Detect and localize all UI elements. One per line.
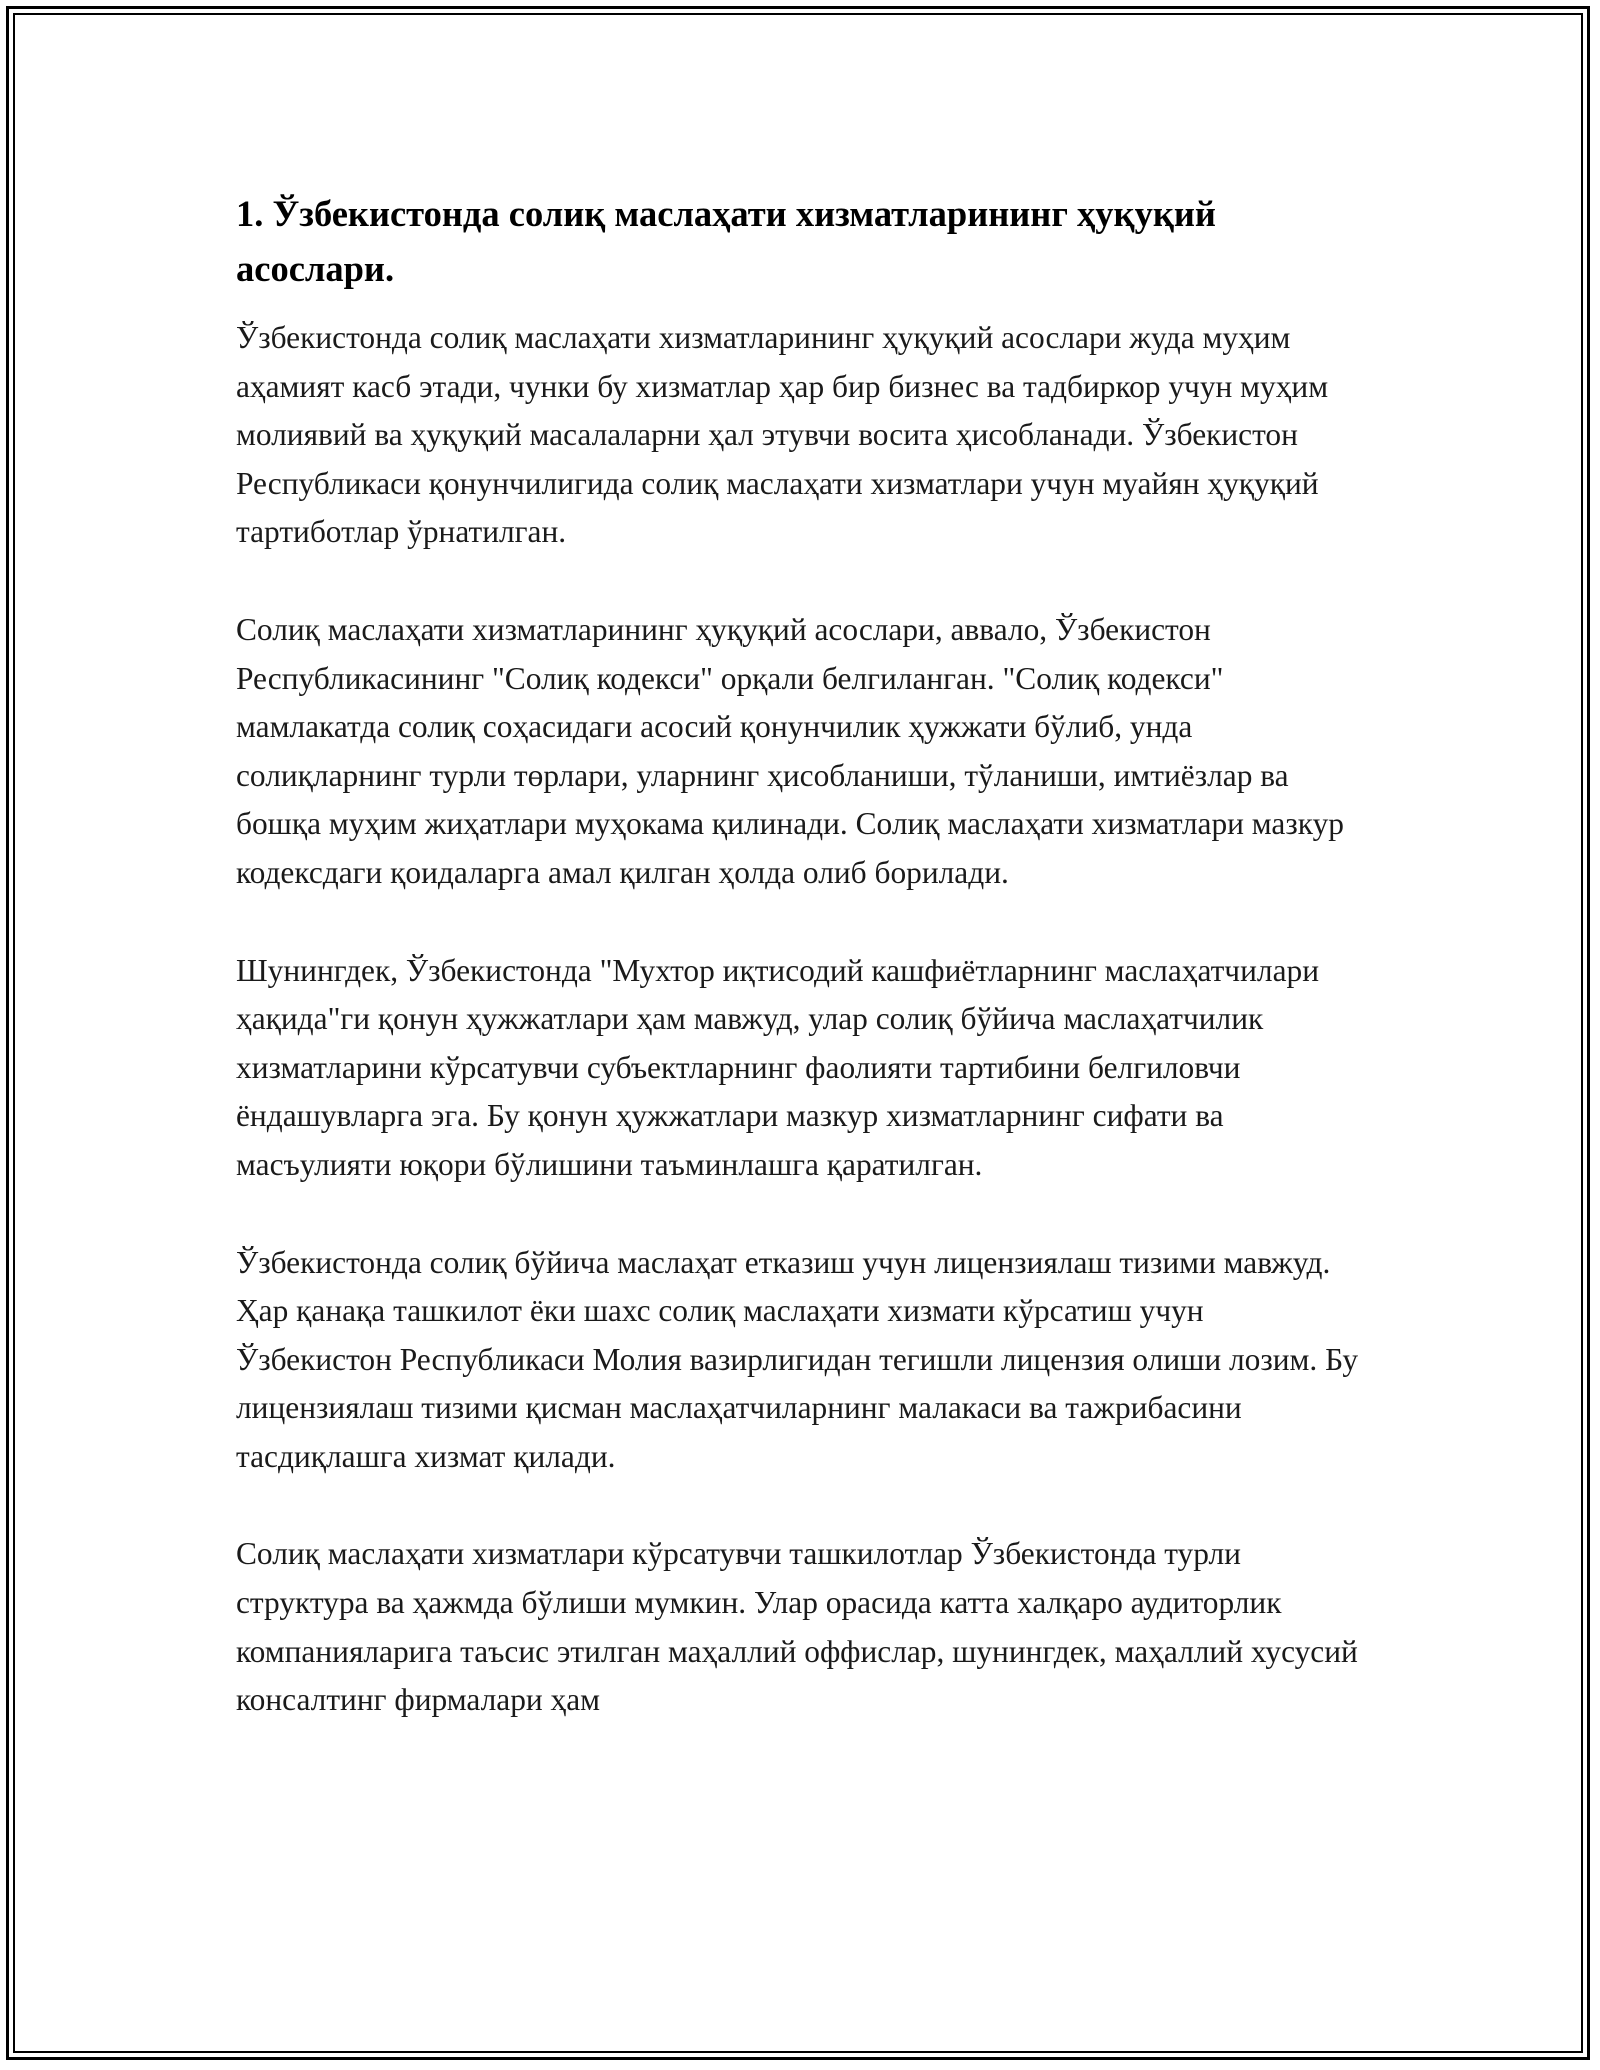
paragraph-licensing: Ўзбекистонда солиқ бўйича маслаҳат етказиш учун лицензиялаш тизими мавжуд. Ҳар қанақа ташкилот ёки шахс солиқ маслаҳати хизмати кўрсатиш учун Ўзбекистон Республикаси Молия вазирлигидан тегишли лицензия олиши лозим. Бу лицензиялаш тизими қисман маслаҳатчиларнинг малакаси ва тажрибасини тасдиқлашга хизмат қилади.	[236, 1244, 1359, 1474]
paragraph-consultants-law: Шунингдек, Ўзбекистонда "Мухтор иқтисодий кашфиётларнинг маслаҳатчилари ҳақида"ги қонун ҳужжатлари ҳам мавжуд, улар солиқ бўйича маслаҳатчилик хизматларини кўрсатувчи субъектларнинг фаолияти тартибини белгиловчи ёндашувларга эга. Бу қонун ҳужжатлари мазкур хизматларнинг сифати ва масъулияти юқори бўлишини таъминлашга қаратилган.	[236, 952, 1319, 1182]
paragraph-tax-code: Солиқ маслаҳати хизматларининг ҳуқуқий асослари, аввало, Ўзбекистон Республикасининг "Солиқ кодекси" орқали белгиланган. "Солиқ кодекси" мамлакатда солиқ соҳасидаги асосий қонунчилик ҳужжати бўлиб, унда солиқларнинг турли төрлари, уларнинг ҳисобланиши, тўланиши, имтиёзлар ва бошқа муҳим жиҳатлари муҳокама қилинади. Солиқ маслаҳати хизматлари мазкур кодексдаги қоидаларга амал қилган ҳолда олиб борилади.	[236, 611, 1344, 890]
section-heading: 1. Ўзбекистонда солиқ маслаҳати хизматларининг ҳуқуқий асослари.	[236, 193, 1216, 289]
paragraph-organizations: Солиқ маслаҳати хизматлари кўрсатувчи ташкилотлар Ўзбекистонда турли структура ва ҳажмда бўлиши мумкин. Улар орасида катта халқаро аудиторлик компанияларига таъсис этилган маҳаллий оффислар, шунингдек, маҳаллий хусусий консалтинг фирмалари ҳам	[236, 1536, 1358, 1718]
document-body	[236, 186, 1366, 1774]
paragraph-legal-basis-intro: Ўзбекистонда солиқ маслаҳати хизматларининг ҳуқуқий асослари жуда муҳим аҳамият касб этади, чунки бу хизматлар ҳар бир бизнес ва тадбиркор учун муҳим молиявий ва ҳуқуқий масалаларни ҳал этувчи восита ҳисобланади. Ўзбекистон Республикаси қонунчилигида солиқ маслаҳати хизматлари учун муайян ҳуқуқий тартиботлар ўрнатилган.	[236, 320, 1329, 550]
